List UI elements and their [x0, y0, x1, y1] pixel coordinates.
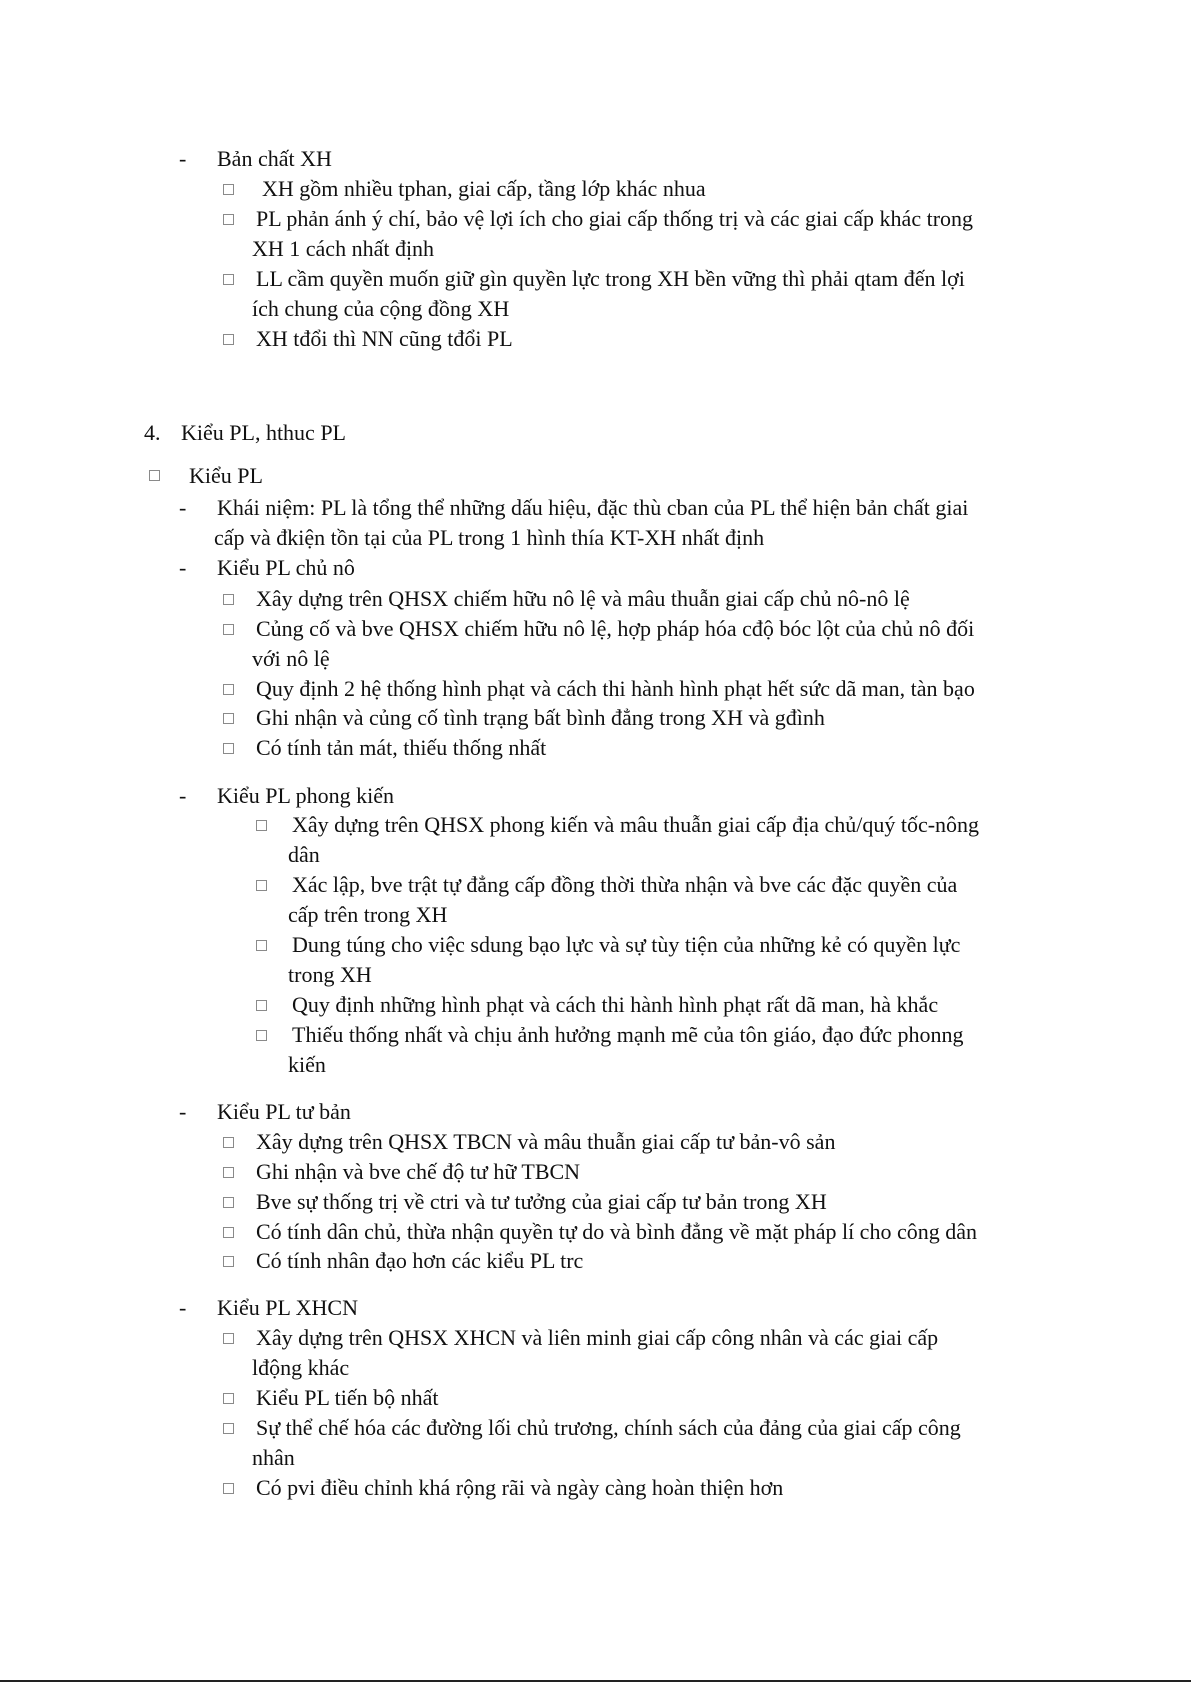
- checkbox-icon: [223, 274, 234, 285]
- list-item: Xây dựng trên QHSX chiếm hữu nô lệ và mâu thuẫn giai cấp chủ nô-nô lệ: [256, 586, 910, 611]
- section-title: Kiểu PL, hthuc PL: [181, 420, 346, 445]
- checkbox-icon: [223, 214, 234, 225]
- bullet-dash: -: [179, 146, 187, 171]
- list-item-continuation: nhân: [252, 1445, 295, 1470]
- list-item: LL cầm quyền muốn giữ gìn quyền lực trong XH bền vững thì phải qtam đến lợi: [256, 266, 965, 291]
- checkbox-icon: [149, 470, 160, 481]
- list-item-continuation: ích chung của cộng đồng XH: [252, 296, 510, 321]
- checkbox-icon: [256, 1000, 267, 1011]
- list-item-continuation: trong XH: [288, 962, 372, 987]
- list-item: Xây dựng trên QHSX XHCN và liên minh giai cấp công nhân và các giai cấp: [256, 1325, 939, 1350]
- checkbox-icon: [223, 1167, 234, 1178]
- list-item: Xây dựng trên QHSX phong kiến và mâu thuẫn giai cấp địa chủ/quý tốc-nông: [292, 812, 980, 837]
- bullet-dash: -: [179, 783, 187, 808]
- section-heading: Kiểu PL phong kiến: [217, 783, 394, 808]
- list-item-continuation: kiến: [288, 1052, 326, 1077]
- list-item: Kiểu PL tiến bộ nhất: [256, 1385, 439, 1410]
- checkbox-icon: [223, 1483, 234, 1494]
- list-item: PL phản ánh ý chí, bảo vệ lợi ích cho giai cấp thống trị và các giai cấp khác trong: [256, 206, 974, 231]
- checkbox-icon: [223, 743, 234, 754]
- list-item: Có tính nhân đạo hơn các kiểu PL trc: [256, 1248, 584, 1273]
- list-item: Có pvi điều chỉnh khá rộng rãi và ngày càng hoàn thiện hơn: [256, 1475, 784, 1500]
- bullet-dash: -: [179, 1295, 187, 1320]
- checkbox-icon: [223, 1227, 234, 1238]
- list-item: Có tính dân chủ, thừa nhận quyền tự do và bình đẳng về mặt pháp lí cho công dân: [256, 1219, 977, 1244]
- list-item: XH gồm nhiều tphan, giai cấp, tầng lớp khác nhua: [262, 176, 706, 201]
- checkbox-icon: [223, 1256, 234, 1267]
- section-heading: Kiểu PL tư bản: [217, 1099, 351, 1124]
- checkbox-icon: [223, 1423, 234, 1434]
- bullet-dash: -: [179, 555, 187, 580]
- list-item: Củng cố và bve QHSX chiếm hữu nô lệ, hợp pháp hóa cđộ bóc lột của chủ nô đối: [256, 616, 975, 641]
- section-number: 4.: [144, 420, 161, 445]
- bullet-dash: -: [179, 495, 187, 520]
- list-item: Ghi nhận và bve chế độ tư hữ TBCN: [256, 1159, 581, 1184]
- checkbox-icon: [223, 334, 234, 345]
- list-item: Có tính tản mát, thiếu thống nhất: [256, 735, 547, 760]
- bullet-dash: -: [179, 1099, 187, 1124]
- checkbox-icon: [223, 624, 234, 635]
- list-item: Xây dựng trên QHSX TBCN và mâu thuẫn giai cấp tư bản-vô sản: [256, 1129, 836, 1154]
- checkbox-icon: [256, 880, 267, 891]
- section-heading: Kiểu PL chủ nô: [217, 555, 355, 580]
- list-item: Thiếu thống nhất và chịu ảnh hưởng mạnh mẽ của tôn giáo, đạo đức phonng: [292, 1022, 964, 1047]
- checkbox-icon: [223, 684, 234, 695]
- checkbox-icon: [223, 713, 234, 724]
- definition-line-continuation: cấp và đkiện tồn tại của PL trong 1 hình thía KT-XH nhất định: [214, 525, 765, 550]
- list-item: XH tđổi thì NN cũng tđổi PL: [256, 326, 513, 351]
- list-item-continuation: dân: [288, 842, 320, 867]
- checkbox-icon: [256, 1030, 267, 1041]
- checkbox-icon: [223, 1393, 234, 1404]
- list-item-continuation: cấp trên trong XH: [288, 902, 448, 927]
- checkbox-icon: [223, 1333, 234, 1344]
- definition-line: Khái niệm: PL là tổng thể những dấu hiệu, đặc thù cban của PL thể hiện bản chất giai: [217, 495, 969, 520]
- checkbox-icon: [256, 940, 267, 951]
- list-item: Quy định 2 hệ thống hình phạt và cách thi hành hình phạt hết sức dã man, tàn bạo: [256, 676, 975, 701]
- checkbox-icon: [223, 1197, 234, 1208]
- list-item: Quy định những hình phạt và cách thi hành hình phạt rất dã man, hà khắc: [292, 992, 939, 1017]
- checkbox-icon: [223, 184, 234, 195]
- list-item: Ghi nhận và củng cố tình trạng bất bình đẳng trong XH và gđình: [256, 705, 825, 730]
- section-heading: Bản chất XH: [217, 146, 332, 171]
- subsection-title: Kiểu PL: [189, 463, 263, 488]
- checkbox-icon: [223, 594, 234, 605]
- page-bottom-rule: [0, 1680, 1191, 1682]
- section-heading: Kiểu PL XHCN: [217, 1295, 358, 1320]
- list-item-continuation: với nô lệ: [252, 646, 330, 671]
- list-item: Bve sự thống trị về ctri và tư tưởng của giai cấp tư bản trong XH: [256, 1189, 827, 1214]
- list-item-continuation: XH 1 cách nhất định: [252, 236, 435, 261]
- list-item-continuation: lđộng khác: [252, 1355, 350, 1380]
- checkbox-icon: [223, 1137, 234, 1148]
- list-item: Sự thể chế hóa các đường lối chủ trương, chính sách của đảng của giai cấp công: [256, 1415, 961, 1440]
- list-item: Xác lập, bve trật tự đẳng cấp đồng thời thừa nhận và bve các đặc quyền của: [292, 872, 958, 897]
- list-item: Dung túng cho việc sdung bạo lực và sự tùy tiện của những kẻ có quyền lực: [292, 932, 961, 957]
- checkbox-icon: [256, 820, 267, 831]
